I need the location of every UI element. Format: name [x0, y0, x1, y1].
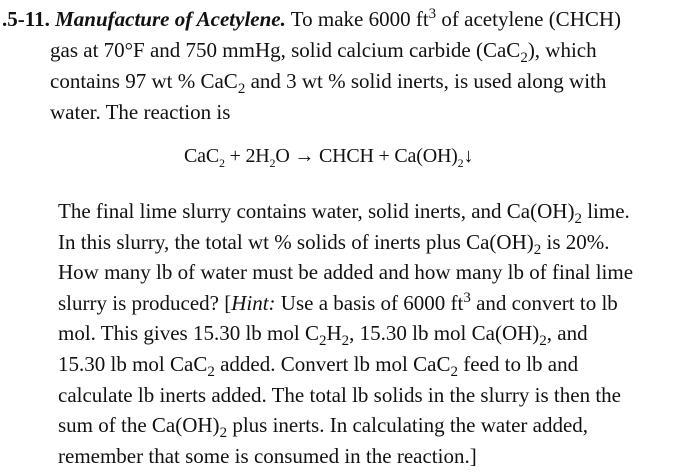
text-run: slurry is produced? [: [58, 290, 232, 315]
body-line-1: [58, 196, 694, 227]
problem-line-1: [2, 4, 692, 35]
text-run: sum of the Ca(OH): [58, 413, 220, 438]
superscript: 3: [428, 6, 437, 22]
problem-line-3: [2, 66, 692, 97]
eq-part: O → CHCH + Ca(OH): [275, 145, 458, 167]
text-run: In this slurry, the total wt % solids of inerts plus Ca(OH): [58, 229, 534, 254]
text-run: gas at 70°F and 750 mmHg, solid calcium carbide (CaC: [50, 38, 521, 62]
body-line-9: remember that some is consumed in the reaction.]: [58, 443, 477, 468]
text-run: , 15.30 lb mol Ca(OH): [349, 321, 540, 346]
subscript: 2: [520, 50, 528, 66]
precipitate-arrow: ↓: [463, 145, 474, 167]
text-run: Use a basis of 6000 ft: [275, 290, 464, 315]
problem-number: .5-11.: [2, 7, 50, 31]
body-line-7: calculate lb inerts added. The total lb solids in the slurry is then the: [58, 382, 621, 407]
reaction-equation: [184, 141, 473, 171]
superscript: 3: [463, 289, 471, 306]
text-run: mol. This gives 15.30 lb mol C: [58, 321, 319, 346]
text-run: H: [326, 321, 342, 346]
eq-subscript: 2: [269, 156, 276, 170]
subscript: 2: [574, 211, 582, 227]
text-run: lime.: [581, 199, 630, 223]
text-run: To make 6000 ft: [285, 7, 429, 31]
body-line-2: [58, 227, 694, 258]
text-run: 15.30 lb mol CaC: [58, 351, 208, 376]
text-run: ), which: [527, 38, 597, 62]
subscript: 2: [318, 333, 327, 350]
text-run: of acetylene (CHCH): [436, 7, 622, 31]
text-run: , and: [546, 321, 588, 346]
problem-title: Manufacture of Acetylene.: [55, 7, 286, 31]
problem-statement: [2, 4, 692, 128]
eq-part: CaC: [184, 145, 219, 167]
hint-label: Hint:: [231, 290, 276, 315]
subscript: 2: [219, 425, 228, 442]
subscript: 2: [533, 241, 542, 258]
text-run: The final lime slurry contains water, solid inerts, and Ca(OH): [58, 199, 575, 223]
subscript: 2: [207, 363, 215, 380]
eq-subscript: 2: [457, 156, 464, 170]
text-run: plus inerts. In calculating the water added,: [227, 413, 589, 438]
eq-subscript: 2: [218, 156, 225, 170]
eq-part: + 2H: [224, 145, 270, 167]
text-run: added. Convert lb mol CaC: [214, 351, 451, 376]
subscript: 2: [341, 333, 350, 350]
body-line-5: [58, 318, 694, 349]
subscript: 2: [539, 333, 547, 350]
subscript: 2: [237, 81, 246, 97]
body-line-3: How many lb of water must be added and how many lb of final lime: [58, 260, 634, 285]
problem-line-2: [2, 35, 692, 66]
text-run: contains 97 wt % CaC: [50, 69, 238, 93]
text-run: is 20%.: [541, 229, 610, 254]
text-run: feed to lb and: [457, 351, 579, 376]
body-line-8: [58, 410, 694, 441]
problem-line-4: water. The reaction is: [50, 100, 231, 124]
subscript: 2: [450, 363, 458, 380]
body-line-4: [58, 288, 694, 319]
text-run: and convert to lb: [470, 290, 618, 315]
problem-body: [58, 196, 694, 471]
text-run: and 3 wt % solid inerts, is used along with: [245, 69, 607, 93]
body-line-6: [58, 349, 694, 380]
